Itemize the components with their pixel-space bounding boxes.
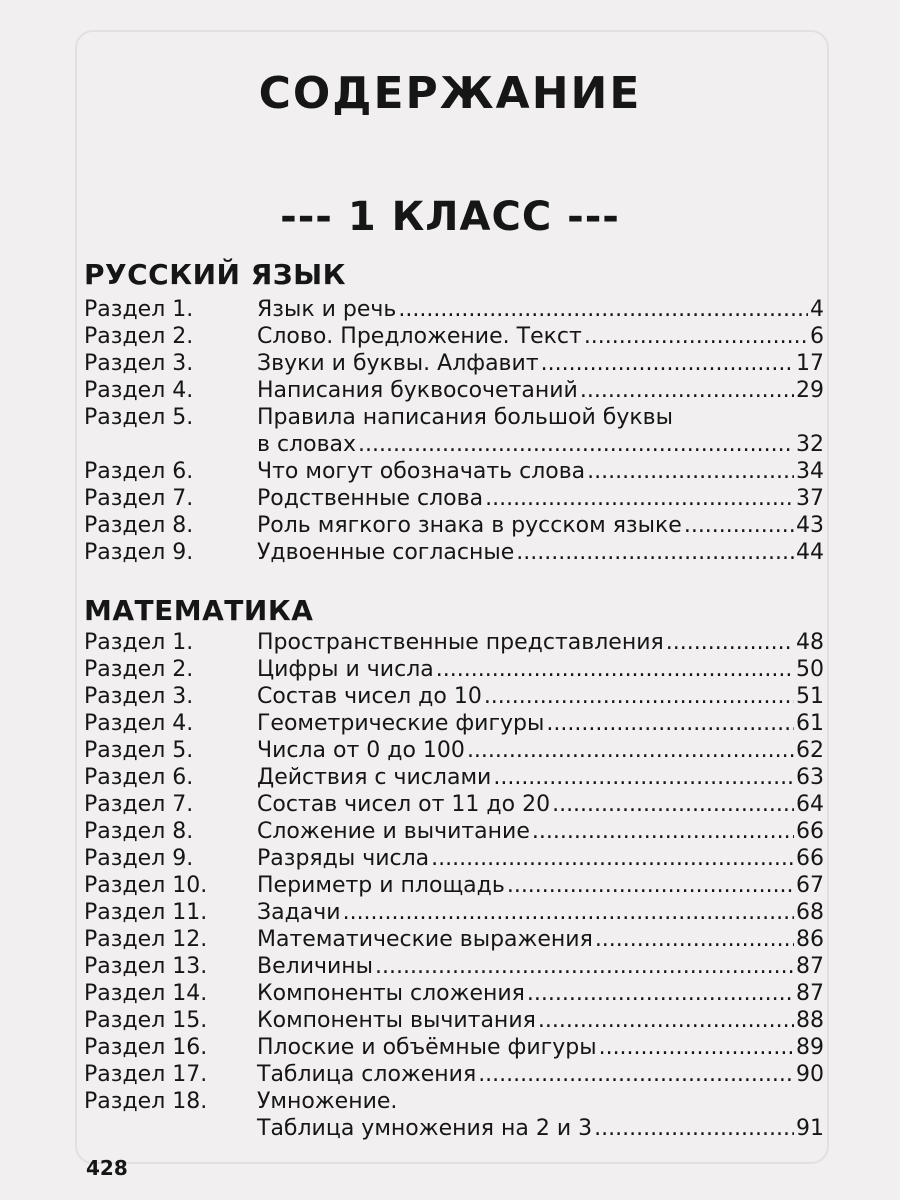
entry-page: 68	[796, 900, 824, 925]
entry-label: Раздел 18.	[84, 1089, 208, 1114]
dot-leader	[375, 953, 794, 980]
entry-label: Раздел 2.	[84, 324, 194, 349]
dot-leader	[493, 764, 794, 791]
entry-label: Раздел 15.	[84, 1008, 208, 1033]
page-title: СОДЕРЖАНИЕ	[258, 68, 642, 119]
entry-page: 87	[796, 954, 824, 979]
entry-page: 63	[796, 765, 824, 790]
dot-leader	[527, 980, 794, 1007]
dot-leader	[484, 683, 794, 710]
dot-leader	[546, 710, 794, 737]
entry-page: 48	[796, 630, 824, 655]
page-number: 428	[86, 1156, 128, 1180]
entry-page: 66	[796, 846, 824, 871]
toc-entry[interactable]	[84, 1088, 824, 1115]
entry-title: Цифры и числа	[257, 657, 434, 682]
toc-entry[interactable]	[84, 377, 824, 404]
dot-leader	[507, 872, 794, 899]
toc-entry[interactable]	[84, 485, 824, 512]
entry-page: 6	[810, 324, 824, 349]
dot-leader	[580, 377, 794, 404]
entry-label: Раздел 6.	[84, 765, 194, 790]
entry-page: 64	[796, 792, 824, 817]
entry-title: Состав чисел до 10	[257, 684, 482, 709]
entry-title-continuation: в словах	[257, 432, 357, 457]
entry-page: 89	[796, 1035, 824, 1060]
entry-title: Действия с числами	[257, 765, 492, 790]
entry-title: Компоненты сложения	[257, 981, 525, 1006]
dot-leader	[666, 629, 794, 656]
entry-label: Раздел 1.	[84, 297, 194, 322]
dot-leader	[552, 791, 794, 818]
entry-page: 32	[796, 432, 824, 457]
entry-title: Таблица сложения	[257, 1062, 477, 1087]
toc-entry[interactable]	[84, 872, 824, 899]
grade-heading: --- 1 КЛАСС ---	[280, 194, 620, 240]
entry-label: Раздел 6.	[84, 459, 194, 484]
entry-page: 91	[796, 1116, 824, 1141]
toc-entry[interactable]	[84, 737, 824, 764]
dot-leader	[684, 512, 794, 539]
entry-title: Написания буквосочетаний	[257, 378, 578, 403]
entry-page: 4	[810, 297, 824, 322]
toc-entry[interactable]	[84, 539, 824, 566]
entry-title: Состав чисел от 11 до 20	[257, 792, 551, 817]
entry-title: Роль мягкого знака в русском языке	[257, 513, 682, 538]
entry-title-continuation: Таблица умножения на 2 и 3	[257, 1116, 593, 1141]
toc-entry[interactable]	[84, 404, 824, 431]
section-heading-math: МАТЕМАТИКА	[84, 594, 314, 627]
toc-entry[interactable]	[84, 296, 824, 323]
entry-label: Раздел 3.	[84, 684, 194, 709]
entry-page: 90	[796, 1062, 824, 1087]
dot-leader	[532, 818, 794, 845]
dot-leader	[516, 539, 794, 566]
entry-title: Величины	[257, 954, 374, 979]
entry-title: Звуки и буквы. Алфавит	[257, 351, 539, 376]
toc-entry[interactable]	[84, 683, 824, 710]
entry-page: 88	[796, 1008, 824, 1033]
section-heading-russian: РУССКИЙ ЯЗЫК	[84, 258, 347, 291]
entry-label: Раздел 5.	[84, 738, 194, 763]
entry-title: Что могут обозначать слова	[257, 459, 586, 484]
entry-page: 17	[796, 351, 824, 376]
entry-label: Раздел 7.	[84, 792, 194, 817]
entry-title: Задачи	[257, 900, 341, 925]
toc-entry[interactable]	[84, 845, 824, 872]
toc-entry[interactable]	[84, 458, 824, 485]
entry-page: 34	[796, 459, 824, 484]
entry-page: 43	[796, 513, 824, 538]
entry-label: Раздел 16.	[84, 1035, 208, 1060]
entry-title: Сложение и вычитание	[257, 819, 530, 844]
dot-leader	[431, 845, 794, 872]
toc-entry[interactable]	[84, 953, 824, 980]
dot-leader	[594, 1115, 794, 1142]
toc-entry-continuation[interactable]	[84, 431, 824, 458]
toc-entry[interactable]	[84, 764, 824, 791]
toc-russian	[84, 296, 824, 566]
dot-leader	[343, 899, 794, 926]
entry-title: Плоские и объёмные фигуры	[257, 1035, 597, 1060]
entry-page: 62	[796, 738, 824, 763]
entry-label: Раздел 4.	[84, 378, 194, 403]
toc-entry[interactable]	[84, 899, 824, 926]
dot-leader	[398, 296, 808, 323]
dot-leader	[541, 350, 794, 377]
toc-entry[interactable]	[84, 818, 824, 845]
toc-entry[interactable]	[84, 629, 824, 656]
entry-page: 37	[796, 486, 824, 511]
entry-label: Раздел 11.	[84, 900, 208, 925]
entry-title: Пространственные представления	[257, 630, 664, 655]
entry-label: Раздел 7.	[84, 486, 194, 511]
entry-label: Раздел 8.	[84, 819, 194, 844]
entry-page: 67	[796, 873, 824, 898]
entry-label: Раздел 1.	[84, 630, 194, 655]
dot-leader	[584, 323, 808, 350]
entry-page: 66	[796, 819, 824, 844]
entry-title: Удвоенные согласные	[257, 540, 515, 565]
entry-title: Математические выражения	[257, 927, 593, 952]
entry-title: Правила написания большой буквы	[257, 405, 673, 430]
entry-title: Умножение.	[257, 1089, 398, 1114]
entry-page: 29	[796, 378, 824, 403]
toc-entry[interactable]	[84, 512, 824, 539]
entry-label: Раздел 9.	[84, 846, 194, 871]
toc-entry[interactable]	[84, 1007, 824, 1034]
entry-title: Разряды числа	[257, 846, 430, 871]
entry-title: Слово. Предложение. Текст	[257, 324, 582, 349]
toc-entry[interactable]	[84, 1034, 824, 1061]
entry-label: Раздел 2.	[84, 657, 194, 682]
entry-title: Родственные слова	[257, 486, 484, 511]
entry-page: 50	[796, 657, 824, 682]
entry-label: Раздел 4.	[84, 711, 194, 736]
toc-entry[interactable]	[84, 1061, 824, 1088]
entry-page: 86	[796, 927, 824, 952]
entry-label: Раздел 8.	[84, 513, 194, 538]
entry-page: 51	[796, 684, 824, 709]
dot-leader	[538, 1007, 794, 1034]
entry-label: Раздел 3.	[84, 351, 194, 376]
entry-label: Раздел 17.	[84, 1062, 208, 1087]
entry-label: Раздел 12.	[84, 927, 208, 952]
entry-title: Компоненты вычитания	[257, 1008, 536, 1033]
toc-entry[interactable]	[84, 350, 824, 377]
entry-label: Раздел 13.	[84, 954, 208, 979]
entry-label: Раздел 5.	[84, 405, 194, 430]
entry-title: Геометрические фигуры	[257, 711, 545, 736]
dot-leader	[599, 1034, 794, 1061]
entry-page: 61	[796, 711, 824, 736]
toc-math	[84, 629, 824, 1142]
entry-title: Язык и речь	[257, 297, 397, 322]
toc-entry-continuation[interactable]	[84, 1115, 824, 1142]
entry-title: Числа от 0 до 100	[257, 738, 465, 763]
entry-label: Раздел 14.	[84, 981, 208, 1006]
dot-leader	[595, 926, 794, 953]
dot-leader	[436, 656, 794, 683]
dot-leader	[587, 458, 794, 485]
toc-entry[interactable]	[84, 926, 824, 953]
entry-title: Периметр и площадь	[257, 873, 505, 898]
dot-leader	[478, 1061, 794, 1088]
toc-entry[interactable]	[84, 323, 824, 350]
dot-leader	[485, 485, 794, 512]
entry-label: Раздел 9.	[84, 540, 194, 565]
entry-label: Раздел 10.	[84, 873, 208, 898]
toc-entry[interactable]	[84, 980, 824, 1007]
toc-entry[interactable]	[84, 791, 824, 818]
entry-page: 44	[796, 540, 824, 565]
dot-leader	[467, 737, 794, 764]
toc-entry[interactable]	[84, 656, 824, 683]
entry-page: 87	[796, 981, 824, 1006]
toc-entry[interactable]	[84, 710, 824, 737]
dot-leader	[358, 431, 794, 458]
